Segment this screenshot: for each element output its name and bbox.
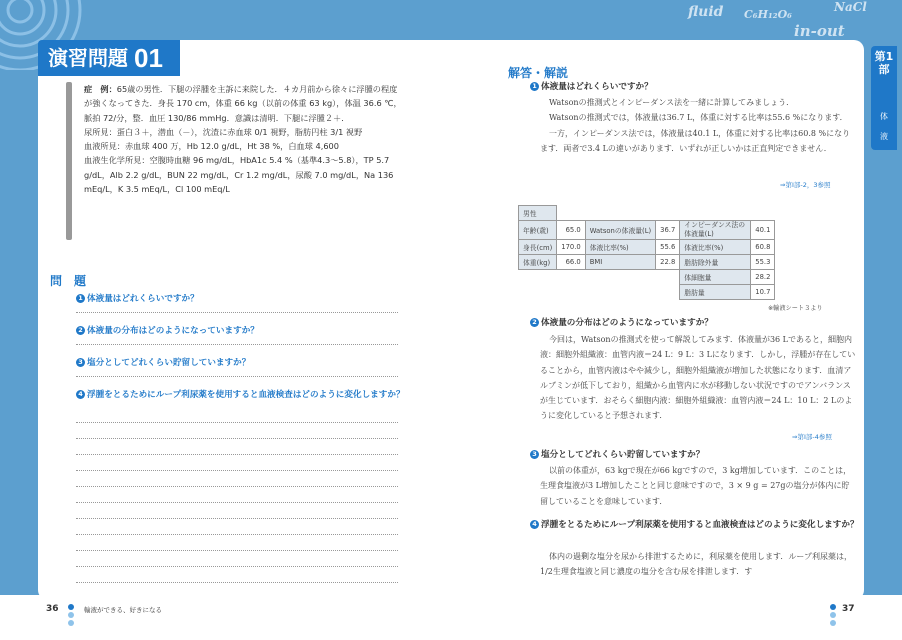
answer-paragraph: 今回は，Watsonの推測式を使って解説してみます．体液量が36 Lであると，細胞内液：細胞外組織液：血管内液＝24 L：9 L：3 Lになります．しかし，浮腫が存在していることから，血管内液はやや減少し，細胞外組織液が増加した状態になります．血清アルブミンが低下しており，組織から血管内に水が移動しない状況ですのでアンバランスが生じています．おそらく細胞内液：細胞外組織液：血管内液＝24 L：10 L：2 Lのように変化していると予想されます． — [540, 335, 856, 421]
answer-line — [76, 470, 398, 471]
case-side-bar — [66, 82, 72, 240]
table-row — [519, 221, 775, 240]
page-dot-icon — [68, 612, 74, 618]
answer-4-body — [540, 549, 856, 580]
table-cell: Watsonの体液量(L) — [585, 221, 655, 240]
table-cell: 40.1 — [751, 221, 775, 240]
answer-paragraph: 以前の体重が，63 kgで現在が66 kgですので，3 kg増加しています．このことは，生理食塩液が3 L増加したことと同じ意味ですので，3 × 9 g = 27gの塩分が体内に貯留していることを意味しています． — [540, 466, 852, 506]
question-number: 4 — [76, 390, 85, 399]
answer-line — [76, 438, 398, 439]
table-cell: 体液比率(%) — [585, 240, 655, 255]
book-title: 輸液ができる、好きになる — [84, 606, 162, 614]
table-cell: 脂肪量 — [680, 285, 751, 300]
page-number-right: 37 — [842, 604, 855, 614]
bg-word-fluid: fluid — [688, 4, 724, 20]
table-row — [519, 270, 775, 285]
table-header-cell: 男性 — [519, 206, 557, 221]
case-line — [84, 82, 404, 125]
answer-line — [76, 518, 398, 519]
table-cell: 36.7 — [656, 221, 680, 240]
question-3 — [76, 356, 406, 370]
answer-line — [76, 502, 398, 503]
answer-number: 4 — [530, 520, 539, 529]
answer-number: 1 — [530, 82, 539, 91]
answer-line — [76, 550, 398, 551]
answer-paragraph: 一方，インピーダンス法では，体液量は40.1 L，体重に対する比率は60.8 %になります．両者で3.4 Lの違いがあります．いずれが正しいかは正直判定できません． — [540, 128, 851, 153]
question-text: 体液量の分布はどのようになっていますか？ — [87, 326, 259, 336]
page-dot-icon — [830, 612, 836, 618]
exercise-number: 01 — [134, 43, 163, 73]
exercise-title: 演習問題 — [48, 46, 128, 70]
table-cell: 66.0 — [557, 255, 585, 270]
table-cell: インピーダンス法の体液量(L) — [680, 221, 751, 240]
page-number-left: 36 — [46, 604, 59, 614]
table-row — [519, 206, 775, 221]
bg-word-nacl: NaCl — [834, 0, 867, 14]
table-row — [519, 285, 775, 300]
answer-paragraph: Watsonの推測式では，体液量は36.7 L，体重に対する比率は55.6 %になります． — [549, 113, 848, 123]
case-line: 尿所見：蛋白３＋，潜血（－），沈渣に赤血球 0/1 視野，脂肪円柱 3/1 視野 — [84, 126, 363, 137]
question-text: 体液量はどれくらいですか？ — [87, 294, 199, 304]
answer-number: 3 — [530, 450, 539, 459]
answer-line — [76, 344, 398, 345]
answer-line — [76, 422, 398, 423]
case-label: 症 例： — [84, 84, 117, 94]
table-cell: 22.8 — [656, 255, 680, 270]
fluid-calculation-table — [518, 205, 775, 300]
page-dot-icon — [830, 620, 836, 626]
answer-line — [76, 534, 398, 535]
answer-paragraph: Watsonの推測式とインピーダンス法を一緒に計算してみましょう． — [549, 98, 795, 107]
case-line: 血液生化学所見：空腹時血糖 96 mg/dL，HbA1c 5.4 %（基準4.3～5.8），TP 5.7 g/dL，Alb 2.2 g/dL，BUN 22 mg/dL，Cr 1.2 mg/dL，尿酸 7.0 mg/dL，Na 136 mEq/L，K 3.5 mEq/L，Cl 100 mEq/L — [84, 155, 394, 195]
question-2 — [76, 324, 406, 338]
question-4 — [76, 388, 406, 402]
answer-3-title — [530, 448, 860, 462]
question-number: 1 — [76, 294, 85, 303]
table-note: ※輸液シート３より — [768, 305, 823, 312]
answer-line — [76, 454, 398, 455]
table-cell: 170.0 — [557, 240, 585, 255]
table-cell: 体液比率(%) — [680, 240, 751, 255]
table-cell: 年齢(歳) — [519, 221, 557, 240]
table-cell: 55.6 — [656, 240, 680, 255]
answer-title-text: 浮腫をとるためにループ利尿薬を使用すると血液検査はどのように変化しますか？ — [541, 520, 859, 530]
answer-line — [76, 312, 398, 313]
answer-4-title — [530, 518, 860, 532]
bg-word-balance: in-out — [794, 22, 845, 40]
answer-2-body — [540, 332, 856, 424]
page-dot-icon — [68, 604, 74, 610]
table-cell: 体重(kg) — [519, 255, 557, 270]
table-cell: 28.2 — [751, 270, 775, 285]
table-row — [519, 240, 775, 255]
case-description — [84, 82, 404, 196]
reference-link[interactable]: ⇒第Ⅰ部-2，3参照 — [780, 181, 831, 189]
case-line: 血液所見：赤血球 400 万，Hb 12.0 g/dL，Ht 38 %，白血球 4,600 — [84, 141, 339, 152]
background-words — [620, 0, 902, 45]
reference-link[interactable]: ⇒第Ⅰ部-4参照 — [792, 433, 832, 441]
answer-2-title — [530, 316, 860, 330]
question-number: 2 — [76, 326, 85, 335]
table-cell: BMI — [585, 255, 655, 270]
answer-line — [76, 566, 398, 567]
answer-1-body — [540, 95, 856, 156]
answer-3-body — [540, 463, 856, 509]
answer-1-title — [530, 80, 860, 94]
bg-word-glucose: C₆H₁₂O₆ — [744, 8, 793, 21]
table-cell: 60.8 — [751, 240, 775, 255]
table-cell: 65.0 — [557, 221, 585, 240]
answer-number: 2 — [530, 318, 539, 327]
answers-heading: 解答・解説 — [508, 66, 569, 80]
table-cell: 10.7 — [751, 285, 775, 300]
answer-line — [76, 582, 398, 583]
questions-heading: 問 題 — [50, 274, 87, 288]
question-number: 3 — [76, 358, 85, 367]
answer-title-text: 体液量はどれくらいですか？ — [541, 82, 653, 92]
table-row — [519, 255, 775, 270]
case-text: 65歳の男性．下腿の浮腫を主訴に来院した．４カ月前から徐々に浮腫の程度が強くなってきた．身長 170 cm，体重 66 kg（以前の体重 63 kg），体温 36.6 ℃，脈拍 72/分，整．血圧 130/86 mmHg．意識は清明．下腿に浮腫２＋． — [84, 84, 402, 123]
table-cell: 55.3 — [751, 255, 775, 270]
footer-area — [0, 595, 902, 640]
page-dot-icon — [68, 620, 74, 626]
part-tab-label: 第1部 — [874, 50, 894, 76]
table-cell: 脂肪除外量 — [680, 255, 751, 270]
answer-title-text: 体液量の分布はどのようになっていますか？ — [541, 318, 713, 328]
answer-paragraph: 体内の過剰な塩分を尿から排泄するために，利尿薬を使用します．ループ利尿薬は，1/2生理食塩液と同じ濃度の塩分を含む尿を排泄します．す — [540, 552, 852, 577]
part-tab-word: 体液 — [880, 112, 888, 141]
table-cell: 身長(cm) — [519, 240, 557, 255]
question-1 — [76, 292, 406, 306]
answer-line — [76, 376, 398, 377]
answer-line — [76, 486, 398, 487]
question-text: 浮腫をとるためにループ利尿薬を使用すると血液検査はどのように変化しますか？ — [87, 390, 405, 400]
answer-title-text: 塩分としてどれくらい貯留していますか？ — [541, 450, 705, 460]
table-cell: 体細胞量 — [680, 270, 751, 285]
question-text: 塩分としてどれくらい貯留していますか？ — [87, 358, 251, 368]
page-dot-icon — [830, 604, 836, 610]
